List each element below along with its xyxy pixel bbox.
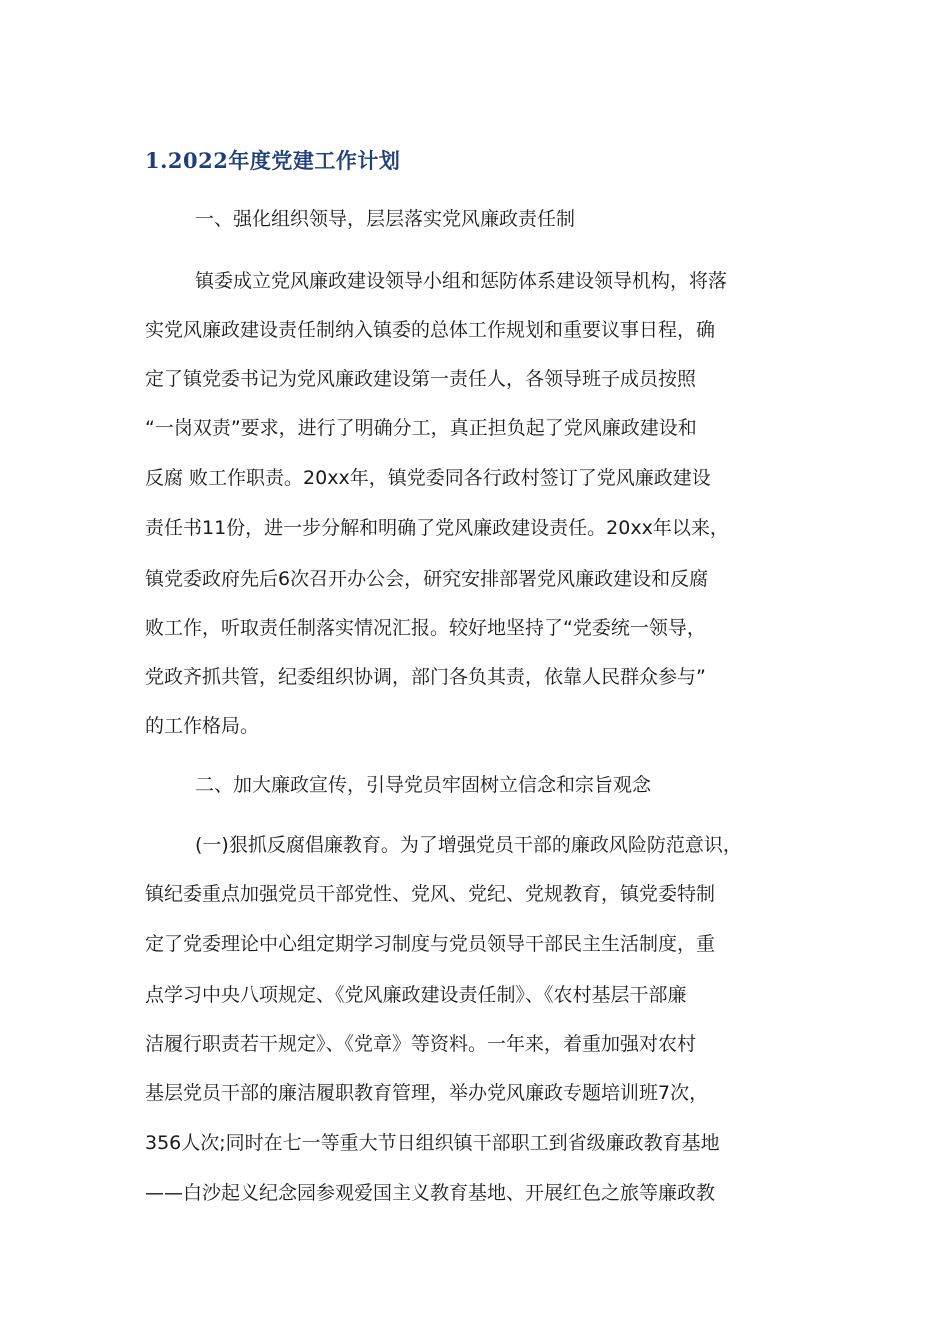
paragraph-2-line: 点学习中央八项规定、《党风廉政建设责任制》、《农村基层干部廉 — [145, 984, 687, 1006]
paragraph-1-line: 反腐 败工作职责。20xx年，镇党委同各行政村签订了党风廉政建设 — [145, 467, 711, 489]
paragraph-1-line: 责任书11份，进一步分解和明确了党风廉政建设责任。20xx年以来， — [145, 517, 729, 539]
paragraph-1-line: 定了镇党委书记为党风廉政建设第一责任人，各领导班子成员按照 — [145, 368, 697, 390]
paragraph-2-line: (一)狠抓反腐倡廉教育。为了增强党员干部的廉政风险防范意识， — [195, 834, 742, 856]
section-title-2: 二、加大廉政宣传，引导党员牢固树立信念和宗旨观念 — [195, 774, 652, 796]
paragraph-1-line: 镇党委政府先后6次召开办公会，研究安排部署党风廉政建设和反腐 — [145, 568, 709, 590]
paragraph-1-line: 实党风廉政建设责任制纳入镇委的总体工作规划和重要议事日程，确 — [145, 319, 716, 341]
paragraph-1-line: 党政齐抓共管，纪委组织协调，部门各负其责，依靠人民群众参与” — [145, 666, 706, 688]
document-heading: 1.2022年度党建工作计划 — [145, 148, 401, 173]
paragraph-2-line: ——白沙起义纪念园参观爱国主义教育基地、开展红色之旅等廉政教 — [145, 1182, 716, 1204]
paragraph-1-line: “一岗双责”要求，进行了明确分工，真正担负起了党风廉政建设和 — [145, 417, 697, 439]
paragraph-2-line: 定了党委理论中心组定期学习制度与党员领导干部民主生活制度，重 — [145, 933, 716, 955]
paragraph-1-line: 的工作格局。 — [145, 715, 260, 737]
section-title-1: 一、强化组织领导，层层落实党风廉政责任制 — [195, 208, 576, 230]
paragraph-2-line: 镇纪委重点加强党员干部党性、党风、党纪、党规教育，镇党委特制 — [145, 883, 716, 905]
paragraph-2-line: 基层党员干部的廉洁履职教育管理，举办党风廉政专题培训班7次， — [145, 1082, 709, 1104]
paragraph-1-line: 镇委成立党风廉政建设领导小组和惩防体系建设领导机构，将落 — [195, 270, 728, 292]
paragraph-2-line: 356人次;同时在七一等重大节日组织镇干部职工到省级廉政教育基地 — [145, 1132, 720, 1154]
paragraph-2-line: 洁履行职责若干规定》、《党章》等资料。一年来，着重加强对农村 — [145, 1033, 697, 1055]
paragraph-1-line: 败工作，听取责任制落实情况汇报。较好地坚持了“党委统一领导， — [145, 617, 706, 639]
